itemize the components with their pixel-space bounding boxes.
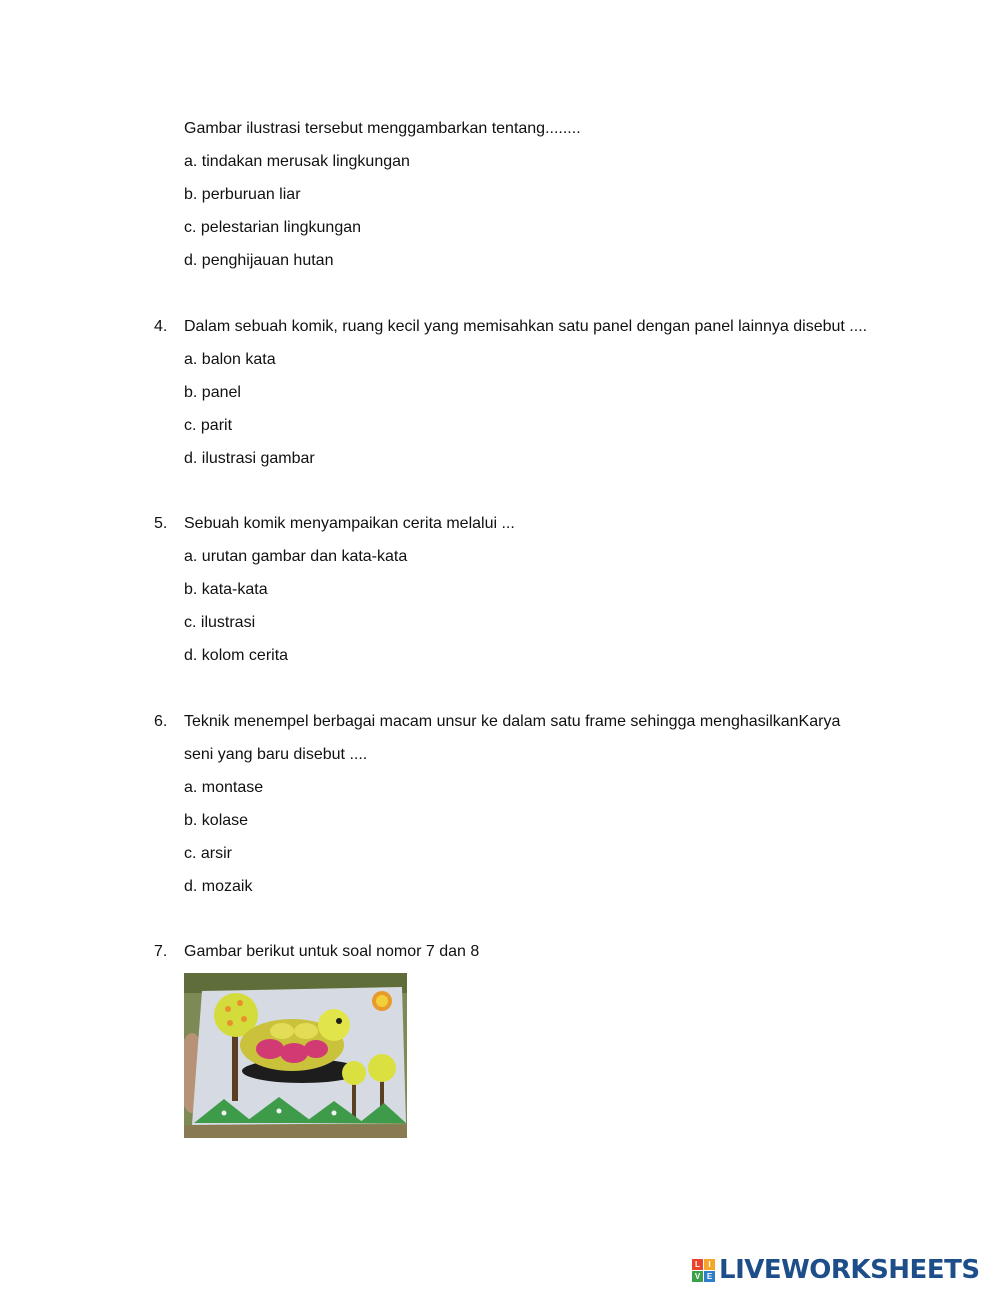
badge-letter: E bbox=[704, 1271, 715, 1282]
question-5-option-a[interactable]: a. urutan gambar dan kata-kata bbox=[184, 548, 408, 565]
question-4-stem: Dalam sebuah komik, ruang kecil yang memisahkan satu panel dengan panel lainnya disebut .... bbox=[184, 318, 868, 335]
question-6-option-b[interactable]: b. kolase bbox=[184, 812, 249, 829]
question-3-option-b[interactable]: b. perburuan liar bbox=[184, 186, 301, 203]
question-3-option-a[interactable]: a. tindakan merusak lingkungan bbox=[184, 153, 410, 170]
logo-text: LIVEWORKSHEETS bbox=[719, 1255, 980, 1285]
question-3-option-c[interactable]: c. pelestarian lingkungan bbox=[184, 219, 362, 236]
question-3-option-d[interactable]: d. penghijauan hutan bbox=[184, 252, 334, 269]
question-5-number: 5. bbox=[154, 515, 168, 532]
small-tree-crown-2 bbox=[368, 1054, 396, 1082]
badge-letter: V bbox=[692, 1271, 703, 1282]
question-6-stem-line-1: Teknik menempel berbagai macam unsur ke dalam satu frame sehingga menghasilkanKarya bbox=[184, 713, 841, 730]
question-4-option-d[interactable]: d. ilustrasi gambar bbox=[184, 450, 315, 467]
tree-trunk bbox=[232, 1031, 238, 1101]
question-7-stem: Gambar berikut untuk soal nomor 7 dan 8 bbox=[184, 943, 480, 960]
badge-letter: L bbox=[692, 1259, 703, 1270]
question-5-option-c[interactable]: c. ilustrasi bbox=[184, 614, 256, 631]
question-7-number: 7. bbox=[154, 943, 168, 960]
question-6-option-a[interactable]: a. montase bbox=[184, 779, 264, 796]
question-5-option-d[interactable]: d. kolom cerita bbox=[184, 647, 289, 664]
question-5-option-b[interactable]: b. kata-kata bbox=[184, 581, 268, 598]
question-6-option-d[interactable]: d. mozaik bbox=[184, 878, 253, 895]
question-4-option-c[interactable]: c. parit bbox=[184, 417, 233, 434]
question-6-number: 6. bbox=[154, 713, 168, 730]
question-5-stem: Sebuah komik menyampaikan cerita melalui ... bbox=[184, 515, 515, 532]
liveworksheets-logo bbox=[692, 1256, 980, 1284]
question-3-stem: Gambar ilustrasi tersebut menggambarkan tentang........ bbox=[184, 120, 581, 137]
badge-letter: I bbox=[704, 1259, 715, 1270]
question-6-stem-line-2: seni yang baru disebut .... bbox=[184, 746, 368, 763]
live-badge-icon bbox=[692, 1259, 715, 1282]
turtle-head bbox=[318, 1009, 350, 1041]
question-4-number: 4. bbox=[154, 318, 168, 335]
question-4-option-b[interactable]: b. panel bbox=[184, 384, 241, 401]
question-4-option-a[interactable]: a. balon kata bbox=[184, 351, 276, 368]
turtle-collage-photo bbox=[184, 973, 407, 1138]
small-tree-crown bbox=[342, 1061, 366, 1085]
question-6-option-c[interactable]: c. arsir bbox=[184, 845, 232, 862]
